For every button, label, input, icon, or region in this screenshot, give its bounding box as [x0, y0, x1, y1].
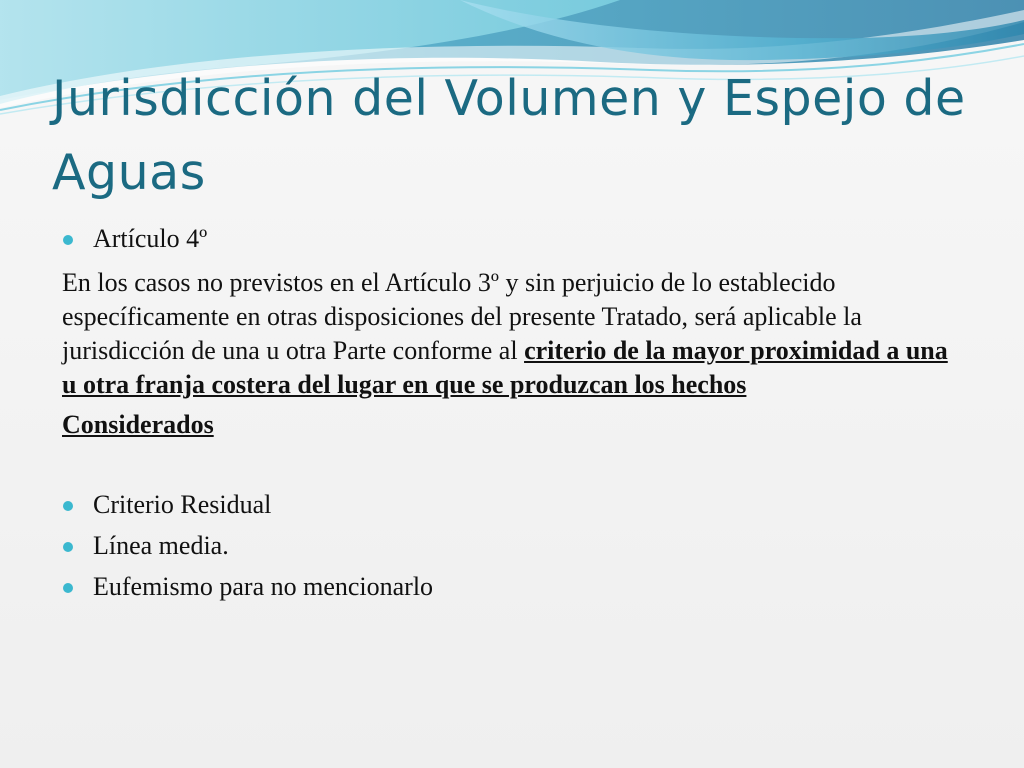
criteria-list: [62, 488, 962, 611]
slide-content: [62, 222, 962, 611]
paragraph-text: En los casos no previstos en el Artículo 3º y sin perjuicio de lo establecido específicamente en otras disposiciones del presente Tratado, será aplicable la jurisdicción de una u otra Parte conforme al: [62, 268, 862, 365]
list-item-label: Línea media.: [93, 531, 229, 560]
article-paragraph: [62, 266, 962, 402]
slide-title: Jurisdicción del Volumen y Espejo de Aguas: [52, 70, 966, 201]
bullet-dot-icon: [63, 235, 73, 245]
list-item: [62, 488, 962, 529]
considerados-label: Considerados: [62, 410, 214, 439]
bullet-article-heading: [62, 222, 962, 260]
list-item: [62, 529, 962, 570]
bullet-dot-icon: [63, 501, 73, 511]
paragraph-emphasis: criterio de la mayor proximidad a una u otra franja costera del lugar en que se produzcan los hechos: [62, 336, 948, 399]
list-item-label: Criterio Residual: [93, 490, 272, 519]
article-heading: Artículo 4º: [93, 224, 208, 253]
bullet-dot-icon: [63, 542, 73, 552]
bullet-dot-icon: [63, 583, 73, 593]
list-item: [62, 570, 962, 611]
list-item-label: Eufemismo para no mencionarlo: [93, 572, 434, 601]
